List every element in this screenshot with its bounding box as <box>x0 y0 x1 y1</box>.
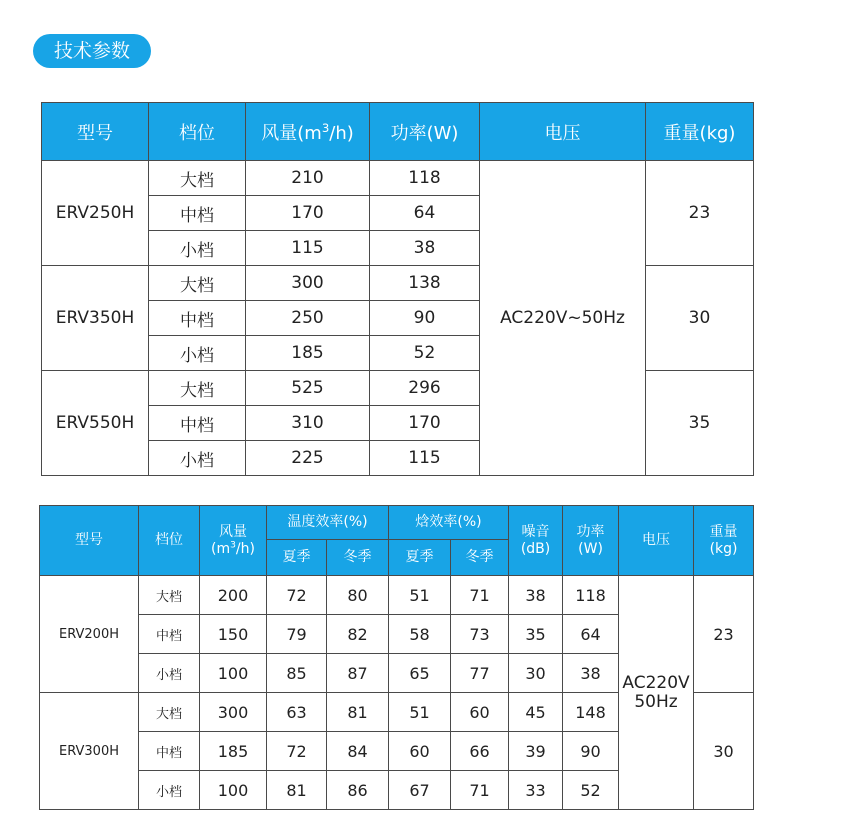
noise-cell: 38 <box>509 576 563 615</box>
voltage-cell: AC220V 50Hz <box>619 576 694 810</box>
power-cell: 138 <box>370 266 480 301</box>
header-airflow: 风量 $(m^3/h)$ <box>200 506 267 576</box>
gear-cell: 小档 <box>149 441 246 476</box>
power-cell: 148 <box>563 693 619 732</box>
airflow-cell: 100 <box>200 771 267 810</box>
spec-table-2 <box>39 505 754 810</box>
gear-cell: 小档 <box>139 771 200 810</box>
enth-summer-cell: 67 <box>389 771 451 810</box>
airflow-cell: 170 <box>246 196 370 231</box>
temp-winter-cell: 87 <box>327 654 389 693</box>
airflow-cell: 100 <box>200 654 267 693</box>
gear-cell: 大档 <box>149 161 246 196</box>
header-power: 功率 (W) <box>563 506 619 576</box>
table-row <box>40 576 754 615</box>
enth-summer-cell: 51 <box>389 693 451 732</box>
temp-winter-cell: 84 <box>327 732 389 771</box>
temp-summer-cell: 81 <box>267 771 327 810</box>
airflow-cell: 210 <box>246 161 370 196</box>
airflow-cell: 185 <box>246 336 370 371</box>
noise-cell: 33 <box>509 771 563 810</box>
power-cell: 64 <box>370 196 480 231</box>
section-title-badge: 技术参数 <box>33 34 151 68</box>
gear-cell: 小档 <box>149 336 246 371</box>
noise-cell: 39 <box>509 732 563 771</box>
temp-summer-cell: 63 <box>267 693 327 732</box>
power-cell: 118 <box>370 161 480 196</box>
gear-cell: 大档 <box>149 371 246 406</box>
table1-header-row <box>42 103 754 161</box>
header-gear: 档位 <box>149 103 246 161</box>
temp-summer-cell: 72 <box>267 732 327 771</box>
airflow-cell: 300 <box>246 266 370 301</box>
power-cell: 118 <box>563 576 619 615</box>
weight-cell: 23 <box>694 576 754 693</box>
table-row <box>42 371 754 406</box>
airflow-cell: 250 <box>246 301 370 336</box>
model-cell: ERV250H <box>42 161 149 266</box>
weight-cell: 30 <box>646 266 754 371</box>
gear-cell: 中档 <box>139 732 200 771</box>
header-voltage: 电压 <box>480 103 646 161</box>
header-temp-summer: 夏季 <box>267 540 327 576</box>
weight-cell: 23 <box>646 161 754 266</box>
temp-summer-cell: 85 <box>267 654 327 693</box>
enth-winter-cell: 71 <box>451 576 509 615</box>
power-cell: 52 <box>370 336 480 371</box>
power-cell: 90 <box>563 732 619 771</box>
enth-winter-cell: 77 <box>451 654 509 693</box>
airflow-cell: 310 <box>246 406 370 441</box>
airflow-cell: 525 <box>246 371 370 406</box>
power-cell: 115 <box>370 441 480 476</box>
voltage-cell: AC220V~50Hz <box>480 161 646 476</box>
enth-summer-cell: 51 <box>389 576 451 615</box>
enth-winter-cell: 73 <box>451 615 509 654</box>
gear-cell: 中档 <box>139 615 200 654</box>
model-cell: ERV350H <box>42 266 149 371</box>
enth-summer-cell: 58 <box>389 615 451 654</box>
enth-summer-cell: 65 <box>389 654 451 693</box>
gear-cell: 大档 <box>139 693 200 732</box>
header-voltage: 电压 <box>619 506 694 576</box>
gear-cell: 小档 <box>149 231 246 266</box>
temp-winter-cell: 81 <box>327 693 389 732</box>
enth-winter-cell: 60 <box>451 693 509 732</box>
power-cell: 64 <box>563 615 619 654</box>
power-cell: 170 <box>370 406 480 441</box>
header-temp-winter: 冬季 <box>327 540 389 576</box>
airflow-cell: 185 <box>200 732 267 771</box>
header-power: 功率(W) <box>370 103 480 161</box>
airflow-cell: 150 <box>200 615 267 654</box>
temp-winter-cell: 86 <box>327 771 389 810</box>
power-cell: 38 <box>370 231 480 266</box>
noise-cell: 35 <box>509 615 563 654</box>
header-model: 型号 <box>42 103 149 161</box>
weight-cell: 35 <box>646 371 754 476</box>
table2-header-row-1 <box>40 506 754 540</box>
temp-summer-cell: 79 <box>267 615 327 654</box>
gear-cell: 大档 <box>149 266 246 301</box>
power-cell: 38 <box>563 654 619 693</box>
temp-summer-cell: 72 <box>267 576 327 615</box>
noise-cell: 30 <box>509 654 563 693</box>
gear-cell: 中档 <box>149 301 246 336</box>
header-noise: 噪音 (dB) <box>509 506 563 576</box>
weight-cell: 30 <box>694 693 754 810</box>
temp-winter-cell: 80 <box>327 576 389 615</box>
header-gear: 档位 <box>139 506 200 576</box>
header-weight: 重量(kg) <box>646 103 754 161</box>
gear-cell: 中档 <box>149 196 246 231</box>
airflow-cell: 225 <box>246 441 370 476</box>
temp-winter-cell: 82 <box>327 615 389 654</box>
spec-table-1 <box>41 102 754 476</box>
enth-winter-cell: 66 <box>451 732 509 771</box>
table-row <box>42 161 754 196</box>
airflow-cell: 300 <box>200 693 267 732</box>
model-cell: ERV550H <box>42 371 149 476</box>
table-row <box>42 266 754 301</box>
gear-cell: 小档 <box>139 654 200 693</box>
header-weight: 重量 (kg) <box>694 506 754 576</box>
header-enth-summer: 夏季 <box>389 540 451 576</box>
gear-cell: 大档 <box>139 576 200 615</box>
model-cell: ERV300H <box>40 693 139 810</box>
header-airflow: 风量$(m^3/h)$ <box>246 103 370 161</box>
enth-summer-cell: 60 <box>389 732 451 771</box>
power-cell: 296 <box>370 371 480 406</box>
noise-cell: 45 <box>509 693 563 732</box>
header-enthalpy-efficiency: 焓效率(%) <box>389 506 509 540</box>
model-cell: ERV200H <box>40 576 139 693</box>
header-temp-efficiency: 温度效率(%) <box>267 506 389 540</box>
enth-winter-cell: 71 <box>451 771 509 810</box>
gear-cell: 中档 <box>149 406 246 441</box>
header-enth-winter: 冬季 <box>451 540 509 576</box>
airflow-cell: 200 <box>200 576 267 615</box>
power-cell: 52 <box>563 771 619 810</box>
header-model: 型号 <box>40 506 139 576</box>
power-cell: 90 <box>370 301 480 336</box>
airflow-cell: 115 <box>246 231 370 266</box>
